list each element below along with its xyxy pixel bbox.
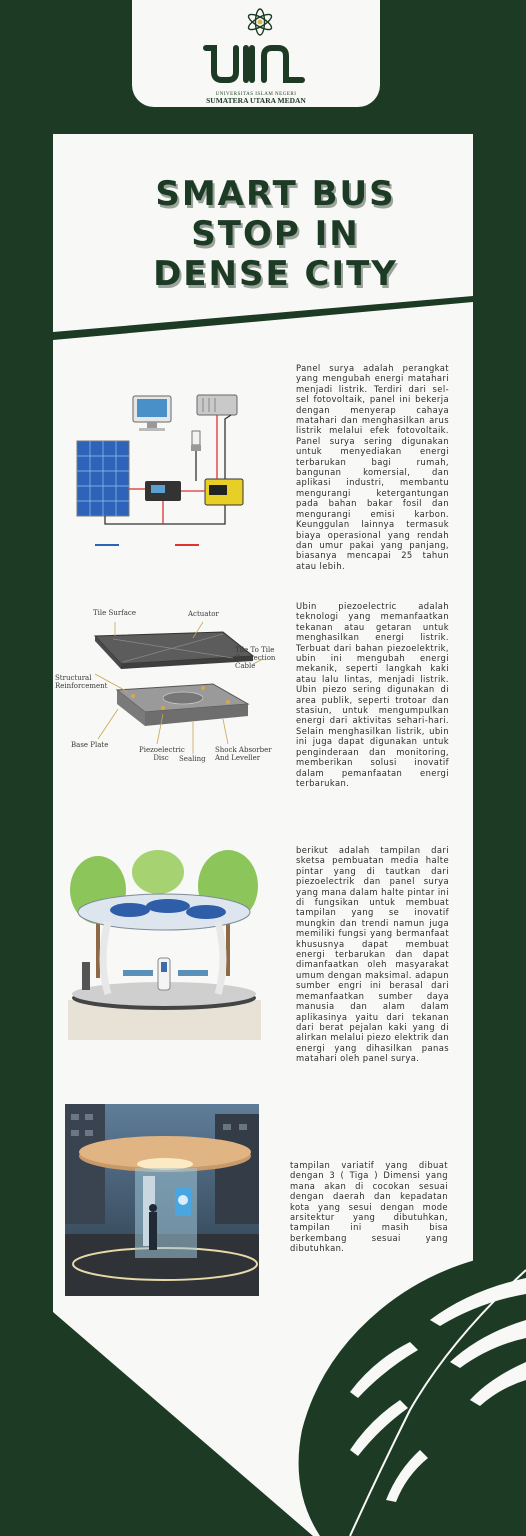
logo-subtitle-small: UNIVERSITAS ISLAM NEGERI [215, 92, 297, 97]
solar-panel-paragraph: Panel surya adalah perangkat yang mengubah energi matahari menjadi listrik. Terdiri dari sel-sel fotovoltaik, panel ini bekerja dengan menyerap cahaya matahari dan menghasilkan arus listrik melalui efek fotovoltaik. Panel surya sering digunakan untuk menyediakan energi terbarukan bagi rumah, bangunan komersial, dan aplikasi industri, membantu mengurangi ketergantungan pada bahan bakar fosil dan mengurangi emisi karbon. Keunggulan lainnya termasuk biaya operasional yang rendah dan umur pakai yang panjang, biasanya mencapai 25 tahun atau lebih. [296, 363, 449, 571]
monstera-leaf-decoration [290, 1250, 526, 1536]
university-logo-icon [202, 4, 310, 90]
label-piezo-disc: Piezoelectric Disc [139, 746, 185, 762]
piezo-paragraph: Ubin piezoelectric adalah teknologi yang memanfaatkan tekanan atau getaran untuk menghasilkan energi listrik. Terbuat dari bahan piezoelektrik, ubin ini mengubah energi mekanik, seperti langkah kaki atau lalu lintas, menjadi listrik. Ubin piezo sering digunakan di area publik, seperti trotoar dan stasiun, untuk mengumpulkan energi dari aktivitas sehari-hari. Selain menghasilkan listrik, ubin ini juga dapat digunakan untuk penginderaan dan monitoring, memberikan solusi inovatif dalam pemanfaatan energi terbarukan. [296, 601, 449, 788]
render-paragraph: tampilan variatif yang dibuat dengan 3 ( Tiga ) Dimensi yang mana akan di cocokan sesuai dengan daerah dan kepadatan kota yang sesui dengan mode arsitektur yang dibutuhkan, tampilan ini masih bisa berkembang sesuai yang dibutuhkan. [290, 1160, 448, 1254]
logo-subtitle: SUMATERA UTARA MEDAN [206, 96, 306, 105]
solar-panel-diagram [75, 389, 265, 554]
bus-stop-3d-render-image [65, 1104, 259, 1296]
page-title [103, 174, 448, 294]
label-shock-absorber: Shock Absorber And Leveller [215, 746, 272, 762]
label-structural: Structural Reinforcement [55, 674, 108, 690]
piezo-tile-diagram [53, 604, 283, 784]
title-line-3: DENSE CITY [153, 254, 398, 294]
bus-stop-sketch-image [68, 850, 261, 1040]
label-tile-to-tile: Tile To Tile Connection Cable [235, 646, 276, 670]
label-actuator: Actuator [188, 610, 219, 618]
label-tile-surface: Tile Surface [93, 609, 136, 617]
label-base-plate: Base Plate [71, 741, 109, 749]
bus-stop-sketch-paragraph: berikut adalah tampilan dari sketsa pembuatan media halte pintar yang di tautkan dari piezoelectrik dan panel surya yang mana dalam halte pintar ini di fungsikan untuk membuat tampilan yang se inovatif mungkin dan trendi namun juga memiliki fungsi yang bermanfaat khususnya dapat membuat energi terbarukan dan dapat dimanfaatkan oleh masyarakat umum dengan maksimal. adapun sumber engri ini berasal dari memanfaatkan sumber daya manusia dan alam dalam aplikasinya yaitu dari tekanan dari berat pejalan kaki yang di alirkan melalui piezo elektrik dan energi yang dihasilkan panas matahari oleh panel surya. [296, 845, 449, 1064]
title-line-1: SMART BUS [155, 174, 396, 214]
logo-header [132, 0, 380, 107]
title-line-2: STOP IN [191, 214, 360, 254]
label-sealing: Sealing [179, 755, 206, 763]
